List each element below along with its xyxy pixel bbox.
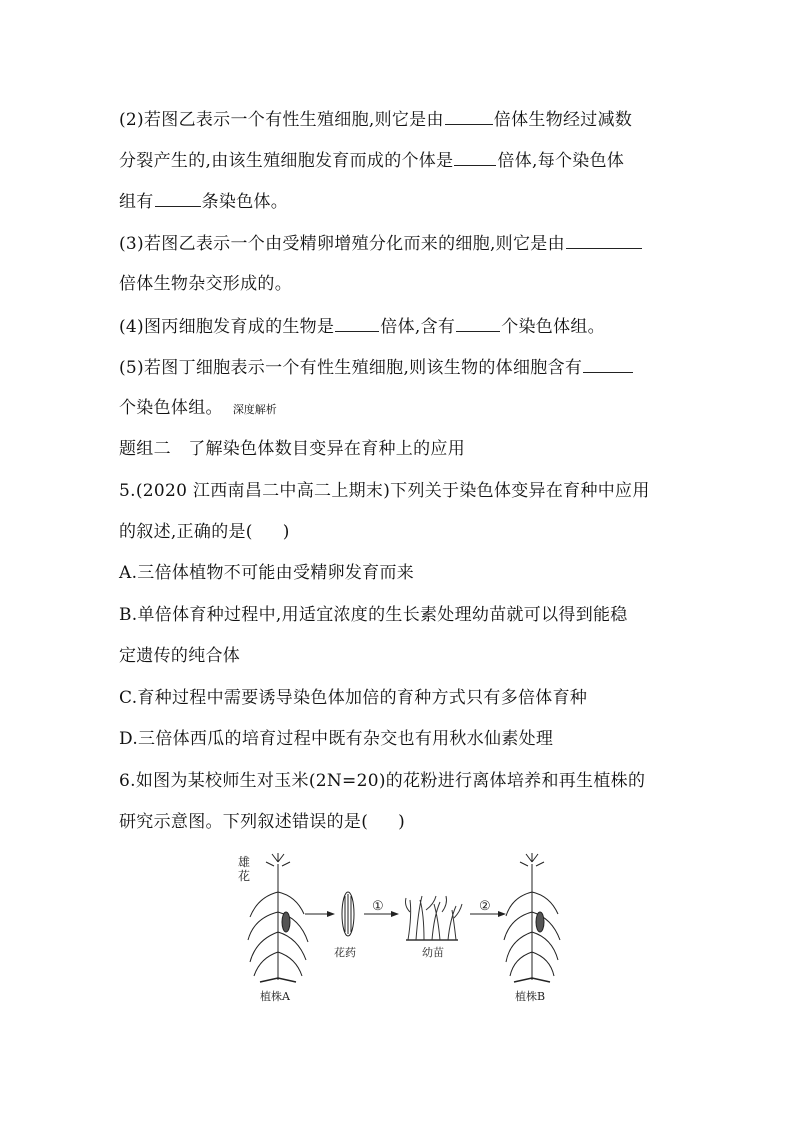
q4-2-line1 [119,108,632,131]
q4-3-line2 [119,273,292,295]
anther-label: 花药 [334,946,356,959]
q5-stem-line1: 5.(2020 江西南昌二中高二上期末)下列关于染色体变异在育种中应用 [119,481,650,501]
text: 倍体生物经过减数 [493,110,633,130]
q4-2-line3 [119,190,288,213]
answer-blank[interactable] [583,356,633,373]
plant-a-label: 植株A [260,990,290,1003]
group2-title: 题组二 了解染色体数目变异在育种上的应用 [119,439,465,459]
q5-option-b-line1[interactable]: B.单倍体育种过程中,用适宜浓度的生长素处理幼苗就可以得到能稳 [119,605,628,625]
text: ) [282,522,290,542]
text: (3)若图乙表示一个由受精卵增殖分化而来的细胞,则它是由 [119,234,565,254]
text: 分裂产生的,由该生殖细胞发育而成的个体是 [119,151,454,171]
answer-blank[interactable] [566,232,642,249]
text: 的叙述,正确的是( [119,522,253,542]
text: 个染色体组。 [119,398,223,418]
answer-blank[interactable] [445,108,493,125]
q5-option-c[interactable]: C.育种过程中需要诱导染色体加倍的育种方式只有多倍体育种 [119,688,588,708]
q6-stem-line1: 6.如图为某校师生对玉米(2N=20)的花粉进行离体培养和再生植株的 [119,771,646,791]
text: 研究示意图。下列叙述错误的是( [119,812,369,832]
text: 倍体,含有 [380,317,456,337]
q4-5-line2 [119,397,277,421]
seedling-illustration [406,896,463,940]
q4-5-line1 [119,356,634,379]
step-1-marker: ① [372,899,384,914]
text: 倍体,每个染色体 [497,151,625,171]
answer-blank[interactable] [335,315,379,332]
text: ) [398,812,406,832]
q5-option-b-line2[interactable]: 定遗传的纯合体 [119,646,241,666]
plant-b-illustration [504,853,560,982]
anther-illustration [342,892,354,936]
q4-4-line1 [119,315,605,338]
answer-blank[interactable] [456,315,500,332]
text: 个染色体组。 [501,317,605,337]
q5-stem-line2 [119,521,290,543]
seedling-label: 幼苗 [422,946,444,959]
text: 倍体生物杂交形成的。 [119,274,292,294]
male-flower-label-2: 花 [238,869,251,883]
text: (4)图丙细胞发育成的生物是 [119,317,335,337]
text: 条染色体。 [201,192,289,212]
plant-a-illustration [248,853,308,982]
step-2-marker: ② [479,899,491,914]
pollen-culture-figure [230,852,570,1012]
q5-option-a[interactable]: A.三倍体植物不可能由受精卵发育而来 [119,563,415,583]
deep-analysis-tag[interactable]: 深度解析 [232,403,277,416]
text: 组有 [119,192,154,212]
q5-option-d[interactable]: D.三倍体西瓜的培育过程中既有杂交也有用秋水仙素处理 [119,729,554,749]
q4-3-line1 [119,232,643,255]
plant-b-label: 植株B [515,990,546,1003]
answer-blank[interactable] [454,149,496,166]
answer-blank[interactable] [155,190,201,207]
q4-2-line2 [119,149,624,172]
male-flower-label-1: 雄 [238,855,251,869]
text: (5)若图丁细胞表示一个有性生殖细胞,则该生物的体细胞含有 [119,358,583,378]
text: (2)若图乙表示一个有性生殖细胞,则它是由 [119,110,444,130]
q6-stem-line2 [119,811,405,833]
